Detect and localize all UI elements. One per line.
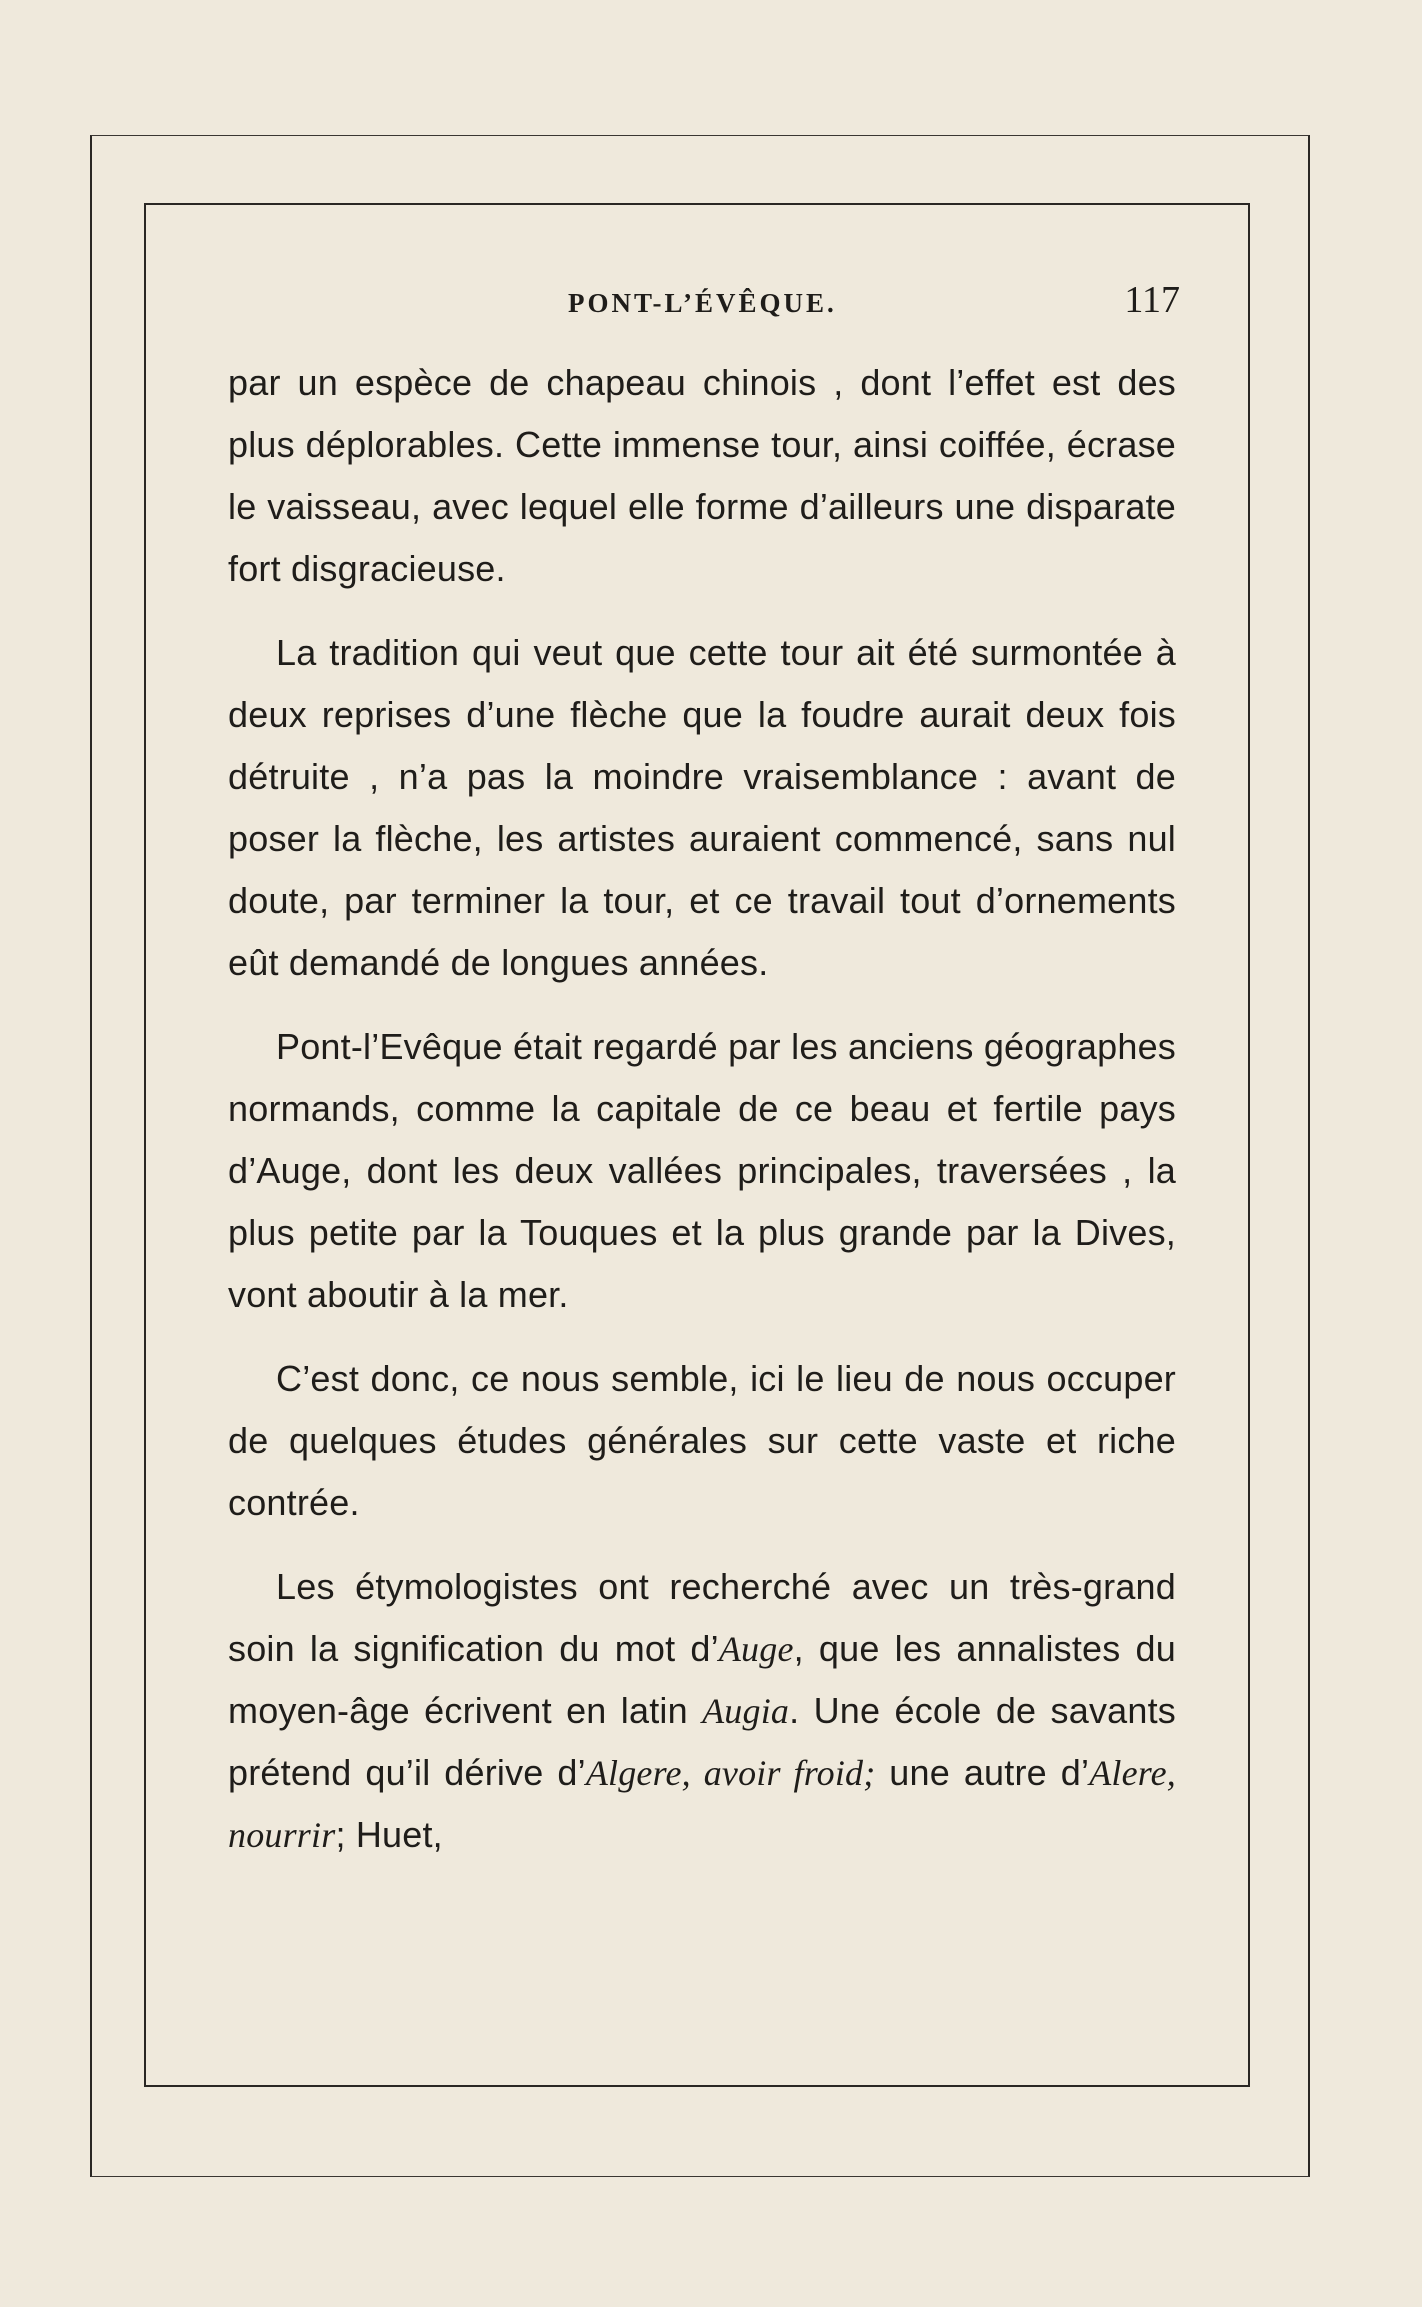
paragraph-1: par un espèce de chapeau chinois , dont l’effet est des plus déplorables. Cette immense tour, ainsi coiffée, écrase le vaisseau, avec lequel elle forme d’ailleurs une disparate fort disgracieuse. (228, 362, 1176, 589)
paragraph-4: C’est donc, ce nous semble, ici le lieu de nous occuper de quelques études générales sur cette vaste et riche contrée. (228, 1358, 1176, 1523)
body-text (228, 352, 1176, 1888)
paragraph-5-text-1: Les étymologistes ont recherché avec un très-grand soin la signification du mot d’ (228, 1566, 1176, 1669)
paragraph-5-text-4: une autre d’ (875, 1752, 1090, 1793)
italic-word-alere: Alere, nourrir (228, 1753, 1177, 1855)
running-title: PONT-L’ÉVÊQUE. (568, 288, 837, 318)
italic-word-augia: Augia (702, 1691, 790, 1731)
running-head (228, 278, 1180, 328)
page-number: 117 (1124, 279, 1180, 321)
paragraph-5-text-2: , que les annalistes du moyen-âge écrivent en latin (228, 1628, 1177, 1731)
paragraph-5-text-3: . Une école de savants prétend qu’il dérive d’ (228, 1690, 1176, 1793)
italic-word-auge: Auge (718, 1629, 794, 1669)
paragraph-5-text-5: ; Huet, (335, 1814, 443, 1855)
paragraph-3: Pont-l’Evêque était regardé par les anciens géographes normands, comme la capitale de ce beau et fertile pays d’Auge, dont les deux vallées principales, traversées , la plus petite par la Touques et la plus grande par la Dives, vont aboutir à la mer. (228, 1026, 1176, 1315)
paragraph-2: La tradition qui veut que cette tour ait été surmontée à deux reprises d’une flèche que la foudre aurait deux fois détruite , n’a pas la moindre vraisemblance : avant de poser la flèche, les artistes auraient commencé, sans nul doute, par terminer la tour, et ce travail tout d’ornements eût demandé de longues années. (228, 632, 1176, 983)
paragraph-5 (228, 1556, 1176, 1866)
italic-word-algere: Algere, avoir froid; (585, 1753, 876, 1793)
